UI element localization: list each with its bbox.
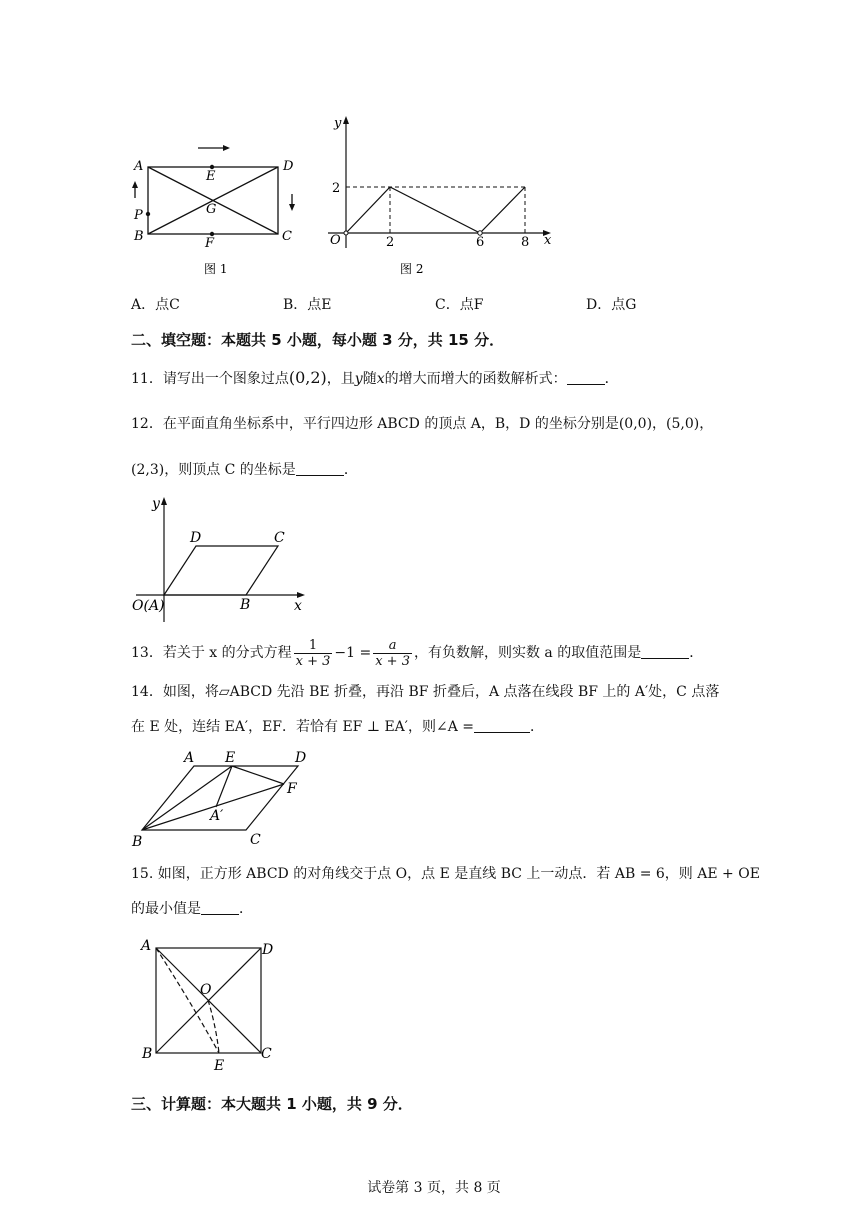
- origin: O: [330, 233, 341, 248]
- question-11: 11．请写出一个图象过点(0,2)，且y随x的增大而增大的函数解析式： ．: [131, 368, 619, 387]
- fig1-caption: 图 1: [204, 262, 228, 276]
- question-12-line1: 12．在平面直角坐标系中，平行四边形 ABCD 的顶点 A，B，D 的坐标分别是(0,0)，(5,0)，: [131, 416, 714, 432]
- ytick-2: 2: [332, 181, 341, 196]
- axis-y: y: [152, 496, 160, 512]
- label-F: F: [205, 236, 215, 251]
- figure-q12: [128, 492, 318, 626]
- label-B: B: [132, 834, 143, 850]
- label-B: B: [134, 229, 144, 244]
- label-C: C: [250, 832, 261, 848]
- question-15-line1: 15. 如图，正方形 ABCD 的对角线交于点 O，点 E 是直线 BC 上一动点．若 AB = 6，则 AE + OE: [131, 866, 760, 882]
- option-c[interactable]: C．点F: [435, 297, 484, 313]
- xtick-2: 2: [386, 235, 395, 250]
- label-C: C: [261, 1046, 272, 1062]
- label-D: D: [262, 942, 274, 958]
- option-a[interactable]: A．点C: [131, 297, 180, 313]
- axis-x: x: [294, 598, 302, 614]
- question-14-line2: 在 E 处，连结 EA′，EF．若恰有 EF ⊥ EA′，则∠A = ．: [131, 719, 544, 735]
- label-E: E: [225, 750, 236, 766]
- page-footer: 试卷第 3 页，共 8 页: [367, 1180, 501, 1196]
- figure-1: [128, 140, 308, 280]
- answer-blank[interactable]: [201, 900, 239, 915]
- label-D: D: [295, 750, 307, 766]
- label-O: O: [200, 982, 212, 998]
- label-P: P: [134, 208, 143, 223]
- label-C: C: [274, 530, 285, 546]
- label-B: B: [240, 597, 251, 613]
- question-15-line2: 的最小值是 ．: [131, 901, 253, 917]
- label-D: D: [283, 159, 294, 174]
- question-12-line2: (2,3)，则顶点 C 的坐标是 ．: [131, 462, 358, 478]
- option-b[interactable]: B．点E: [283, 297, 332, 313]
- option-d[interactable]: D．点G: [586, 297, 637, 313]
- answer-blank[interactable]: [296, 461, 344, 476]
- label-A-prime: A′: [210, 808, 224, 824]
- section-heading-2: 二、填空题：本题共 5 小题，每小题 3 分，共 15 分．: [131, 331, 505, 349]
- question-14-line1: 14．如图，将▱ABCD 先沿 BE 折叠，再沿 BF 折叠后，A 点落在线段 BF 上的 A′处，C 点落: [131, 684, 720, 700]
- label-C: C: [282, 229, 292, 244]
- axis-y: y: [334, 116, 342, 131]
- label-E: E: [214, 1058, 225, 1074]
- figure-q15: [134, 934, 284, 1076]
- label-A: A: [134, 159, 144, 174]
- label-E: E: [206, 169, 216, 184]
- xtick-6: 6: [476, 235, 485, 250]
- origin: O(A): [132, 598, 165, 614]
- xtick-8: 8: [521, 235, 530, 250]
- answer-blank[interactable]: [567, 370, 605, 385]
- label-F: F: [287, 781, 297, 797]
- answer-blank[interactable]: [474, 718, 530, 733]
- label-B: B: [142, 1046, 153, 1062]
- figure-2: [320, 112, 560, 282]
- figure-q14: [128, 746, 328, 852]
- fig2-caption: 图 2: [400, 262, 424, 276]
- section-heading-3: 三、计算题：本大题共 1 小题，共 9 分．: [131, 1095, 413, 1113]
- label-A: A: [141, 938, 152, 954]
- answer-blank[interactable]: [641, 644, 689, 659]
- label-D: D: [190, 530, 202, 546]
- question-13: 13．若关于 x 的分式方程 $\frac{1}{x + 3}$ −1 = $\frac{a}{x + 3}$ ，有负数解，则实数 a 的取值范围是 ．: [131, 637, 704, 669]
- label-A: A: [184, 750, 195, 766]
- label-G: G: [206, 202, 217, 217]
- axis-x: x: [544, 233, 552, 248]
